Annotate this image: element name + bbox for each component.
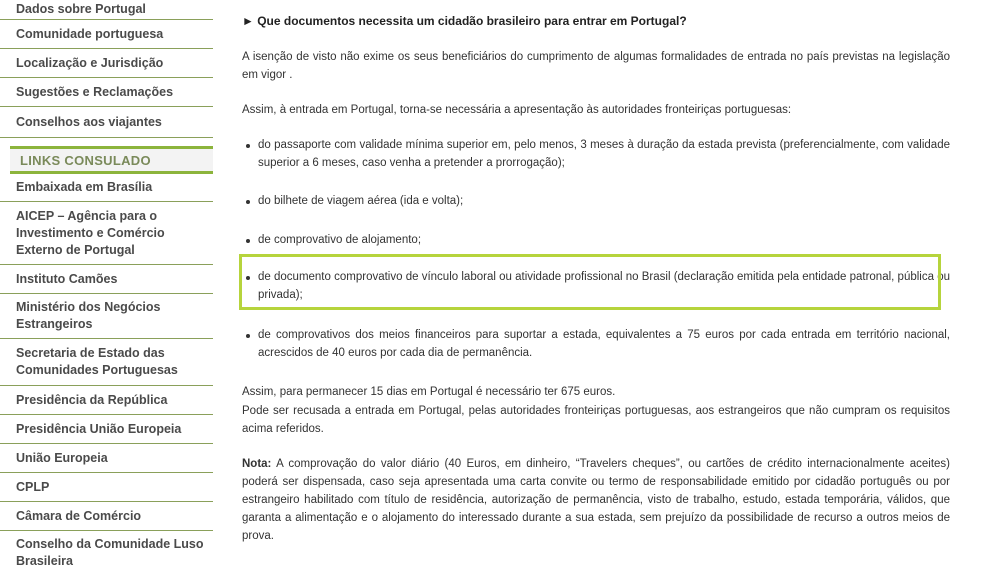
sidebar-item-aicep[interactable]: AICEP – Agência para o Investimento e Comércio Externo de Portugal <box>0 202 213 265</box>
bullet-icon <box>246 239 250 243</box>
bullet-icon <box>246 144 250 148</box>
note-paragraph <box>242 455 950 545</box>
sidebar-item-presidencia-ue[interactable]: Presidência União Europeia <box>0 415 213 444</box>
sidebar-item-dados[interactable]: Dados sobre Portugal <box>0 0 213 20</box>
bullet-icon <box>246 334 250 338</box>
sidebar-item-conselho-luso[interactable]: Conselho da Comunidade Luso Brasileira <box>16 537 204 568</box>
list-item: de comprovativo de alojamento; <box>242 231 950 249</box>
list-item: de comprovativos dos meios financeiros para suportar a estada, equivalentes a 75 euros por cada entrada em território nacional, acrescidos de 40 euros por cada dia de permanência. <box>242 326 950 362</box>
sidebar-item-conselhos[interactable]: Conselhos aos viajantes <box>0 107 213 138</box>
list-item: de documento comprovativo de vínculo laboral ou atividade profissional no Brasil (declaração emitida pela entidade patronal, pública ou privada); <box>242 268 950 304</box>
sidebar-item-sugestoes[interactable]: Sugestões e Reclamações <box>0 78 213 107</box>
sidebar <box>0 0 213 587</box>
summary-paragraph-2: Pode ser recusada a entrada em Portugal, pelas autoridades fronteiriças portuguesas, aos estrangeiros que não cumpram os requisitos acima referidos. <box>242 405 950 435</box>
list-item: do passaporte com validade mínima superior em, pelo menos, 3 meses à duração da estada prevista (preferencialmente, com validade superior a 6 meses, caso venha a pretender a prorrogação); <box>242 136 950 172</box>
sidebar-item-secretaria[interactable]: Secretaria de Estado das Comunidades Portuguesas <box>0 339 213 386</box>
sidebar-heading-links: LINKS CONSULADO <box>10 146 213 174</box>
sidebar-item-camara[interactable]: Câmara de Comércio <box>0 502 213 531</box>
note-label: Nota: <box>242 458 272 470</box>
highlight-box <box>239 254 941 310</box>
summary-paragraph: Assim, para permanecer 15 dias em Portugal é necessário ter 675 euros. <box>242 386 616 398</box>
note-text: A comprovação do valor diário (40 Euros, em dinheiro, “Travelers cheques”, ou cartões de crédito internacionalmente aceites) poderá ser dispensada, caso seja apresentada uma carta convite ou termo de responsabilidade emitido por cidadão português ou por estrangeiro habilitado com título de residência, autorização de permanência, visto de trabalho, estudo, estada temporária, válidos, que garanta a alimentação e o alojamento do interessado durante a sua estada, sem prejuízo da possibilidade de recurso a outros meios de prova. <box>242 458 950 542</box>
sidebar-item-embaixada[interactable]: Embaixada em Brasília <box>0 174 213 202</box>
sidebar-item-comunidade[interactable]: Comunidade portuguesa <box>0 20 213 49</box>
bullet-icon <box>246 200 250 204</box>
sidebar-item-mne[interactable]: Ministério dos Negócios Estrangeiros <box>0 294 213 339</box>
sidebar-item-cplp[interactable]: CPLP <box>0 473 213 502</box>
sidebar-item-presidencia[interactable]: Presidência da República <box>0 386 213 415</box>
sidebar-item-localizacao[interactable]: Localização e Jurisdição <box>0 49 213 78</box>
list-item: do bilhete de viagem aérea (ida e volta); <box>242 192 950 210</box>
intro-paragraph: A isenção de visto não exime os seus beneficiários do cumprimento de algumas formalidades de entrada no país previstas na legislação em vigor . <box>242 51 950 81</box>
question-heading: ► Que documentos necessita um cidadão brasileiro para entrar em Portugal? <box>242 14 687 28</box>
intro-paragraph-2: Assim, à entrada em Portugal, torna-se necessária a apresentação às autoridades fronteiriças portuguesas: <box>242 104 792 116</box>
sidebar-item-camoes[interactable]: Instituto Camões <box>0 265 213 294</box>
sidebar-item-uniao-europeia[interactable]: União Europeia <box>0 444 213 473</box>
